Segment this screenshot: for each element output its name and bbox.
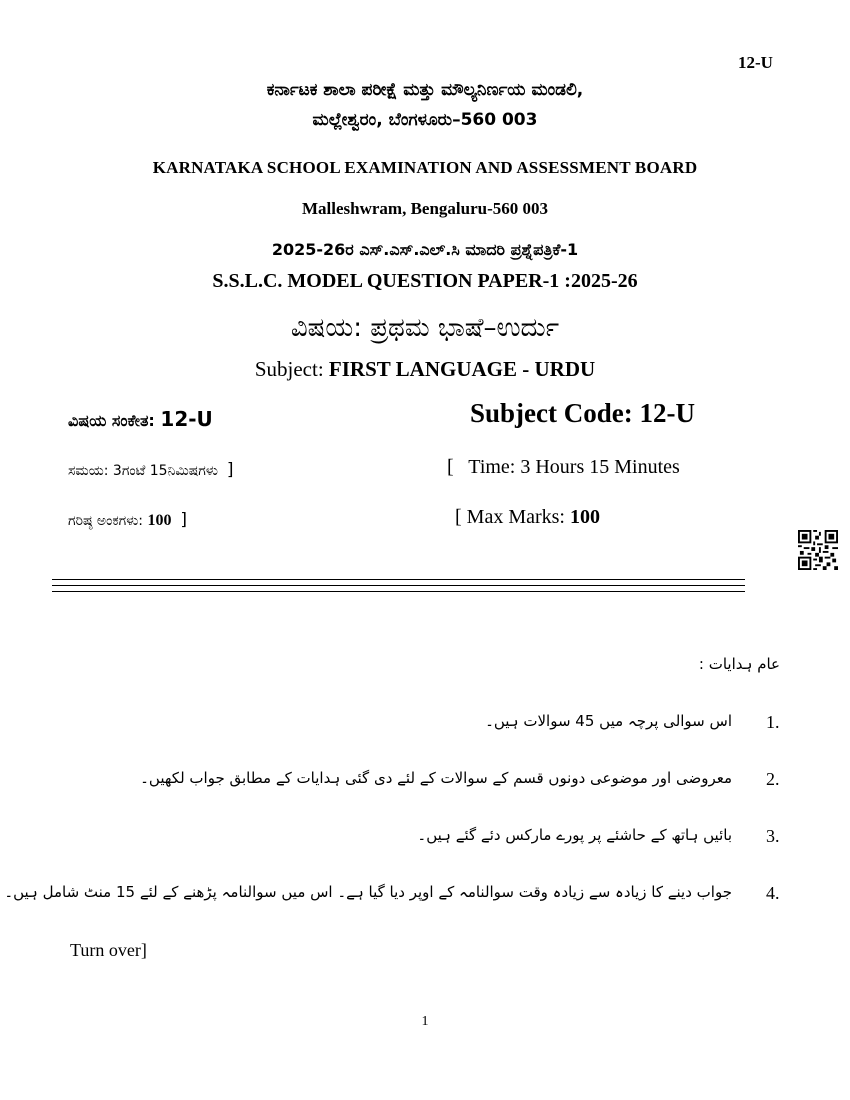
instructions-heading: عام ہدایات :	[698, 655, 780, 673]
subject-english-label: Subject:	[254, 357, 329, 381]
qr-code	[798, 530, 838, 570]
instruction-text: بائیں ہاتھ کے حاشئے پر پورے مارکس دئے گئے ہیں۔	[417, 826, 732, 844]
marks-kannada-value: 100	[147, 512, 172, 529]
instruction-number: 3.	[766, 826, 780, 846]
time-english: [ Time: 3 Hours 15 Minutes	[447, 456, 680, 478]
subject-kannada: ವಿಷಯ: ಪ್ರಥಮ ಭಾಷೆ–ಉರ್ದು	[290, 313, 560, 343]
time-kannada-text: ಸಮಯ: 3ಗಂಟೆ 15ನಿಮಿಷಗಳು	[68, 463, 218, 479]
marks-kannada-label: ಗರಿಷ್ಠ ಅಂಕಗಳು:	[68, 513, 144, 529]
paper-title-english: S.S.L.C. MODEL QUESTION PAPER-1 :2025-26	[212, 270, 638, 292]
subject-english	[0, 357, 850, 382]
time-kannada	[68, 460, 233, 480]
instruction-number: 4.	[766, 883, 780, 903]
divider-line-top	[52, 579, 745, 580]
instruction-number: 2.	[766, 769, 780, 789]
subject-code-english: Subject Code: 12-U	[470, 398, 695, 428]
subject-code-kannada-label: ವಿಷಯ ಸಂಕೇತ:	[68, 411, 155, 430]
subject-english-value: FIRST LANGUAGE - URDU	[328, 357, 596, 381]
divider-line-bottom	[52, 591, 745, 592]
instruction-text: جواب دینے کا زیادہ سے زیادہ وقت سوالنامہ کے اوپر دیا گیا ہے۔ اس میں سوالنامہ پڑھنے کے لئے 15 منٹ شامل ہیں۔	[4, 883, 732, 901]
board-address-kannada: ಮಲ್ಲೇಶ್ವರಂ, ಬೆಂಗಳೂರು–560 003	[312, 110, 538, 130]
divider-line-middle	[52, 585, 745, 586]
marks-english	[455, 506, 600, 529]
marks-kannada	[68, 510, 187, 530]
marks-kannada-bracket: ]	[180, 510, 188, 530]
time-kannada-bracket: ]	[226, 460, 234, 480]
subject-code-kannada-value: 12-U	[160, 407, 213, 431]
marks-english-value: 100	[569, 506, 600, 528]
instruction-text: معروضی اور موضوعی دونوں قسم کے سوالات کے لئے دی گئی ہدایات کے مطابق جواب لکھیں۔	[140, 769, 732, 787]
instruction-text: اس سوالی پرچہ میں 45 سوالات ہیں۔	[485, 712, 732, 730]
page-number: 1	[421, 1014, 429, 1029]
marks-english-label: [ Max Marks:	[455, 506, 570, 528]
turn-over: Turn over]	[70, 940, 147, 960]
instruction-number: 1.	[766, 712, 780, 732]
subject-code-kannada	[68, 407, 213, 431]
board-address-english: Malleshwram, Bengaluru-560 003	[301, 199, 549, 218]
board-name-kannada: ಕರ್ನಾಟಕ ಶಾಲಾ ಪರೀಕ್ಷೆ ಮತ್ತು ಮೌಲ್ಯನಿರ್ಣಯ ಮಂಡಲಿ,	[266, 80, 584, 100]
page-code: 12-U	[738, 53, 773, 72]
paper-title-kannada: 2025-26ರ ಎಸ್.ಎಸ್.ಎಲ್.ಸಿ ಮಾದರಿ ಪ್ರಶ್ನೆಪತ್ರಿಕೆ-1	[271, 240, 579, 259]
board-name-english: KARNATAKA SCHOOL EXAMINATION AND ASSESSMENT BOARD	[152, 158, 698, 177]
